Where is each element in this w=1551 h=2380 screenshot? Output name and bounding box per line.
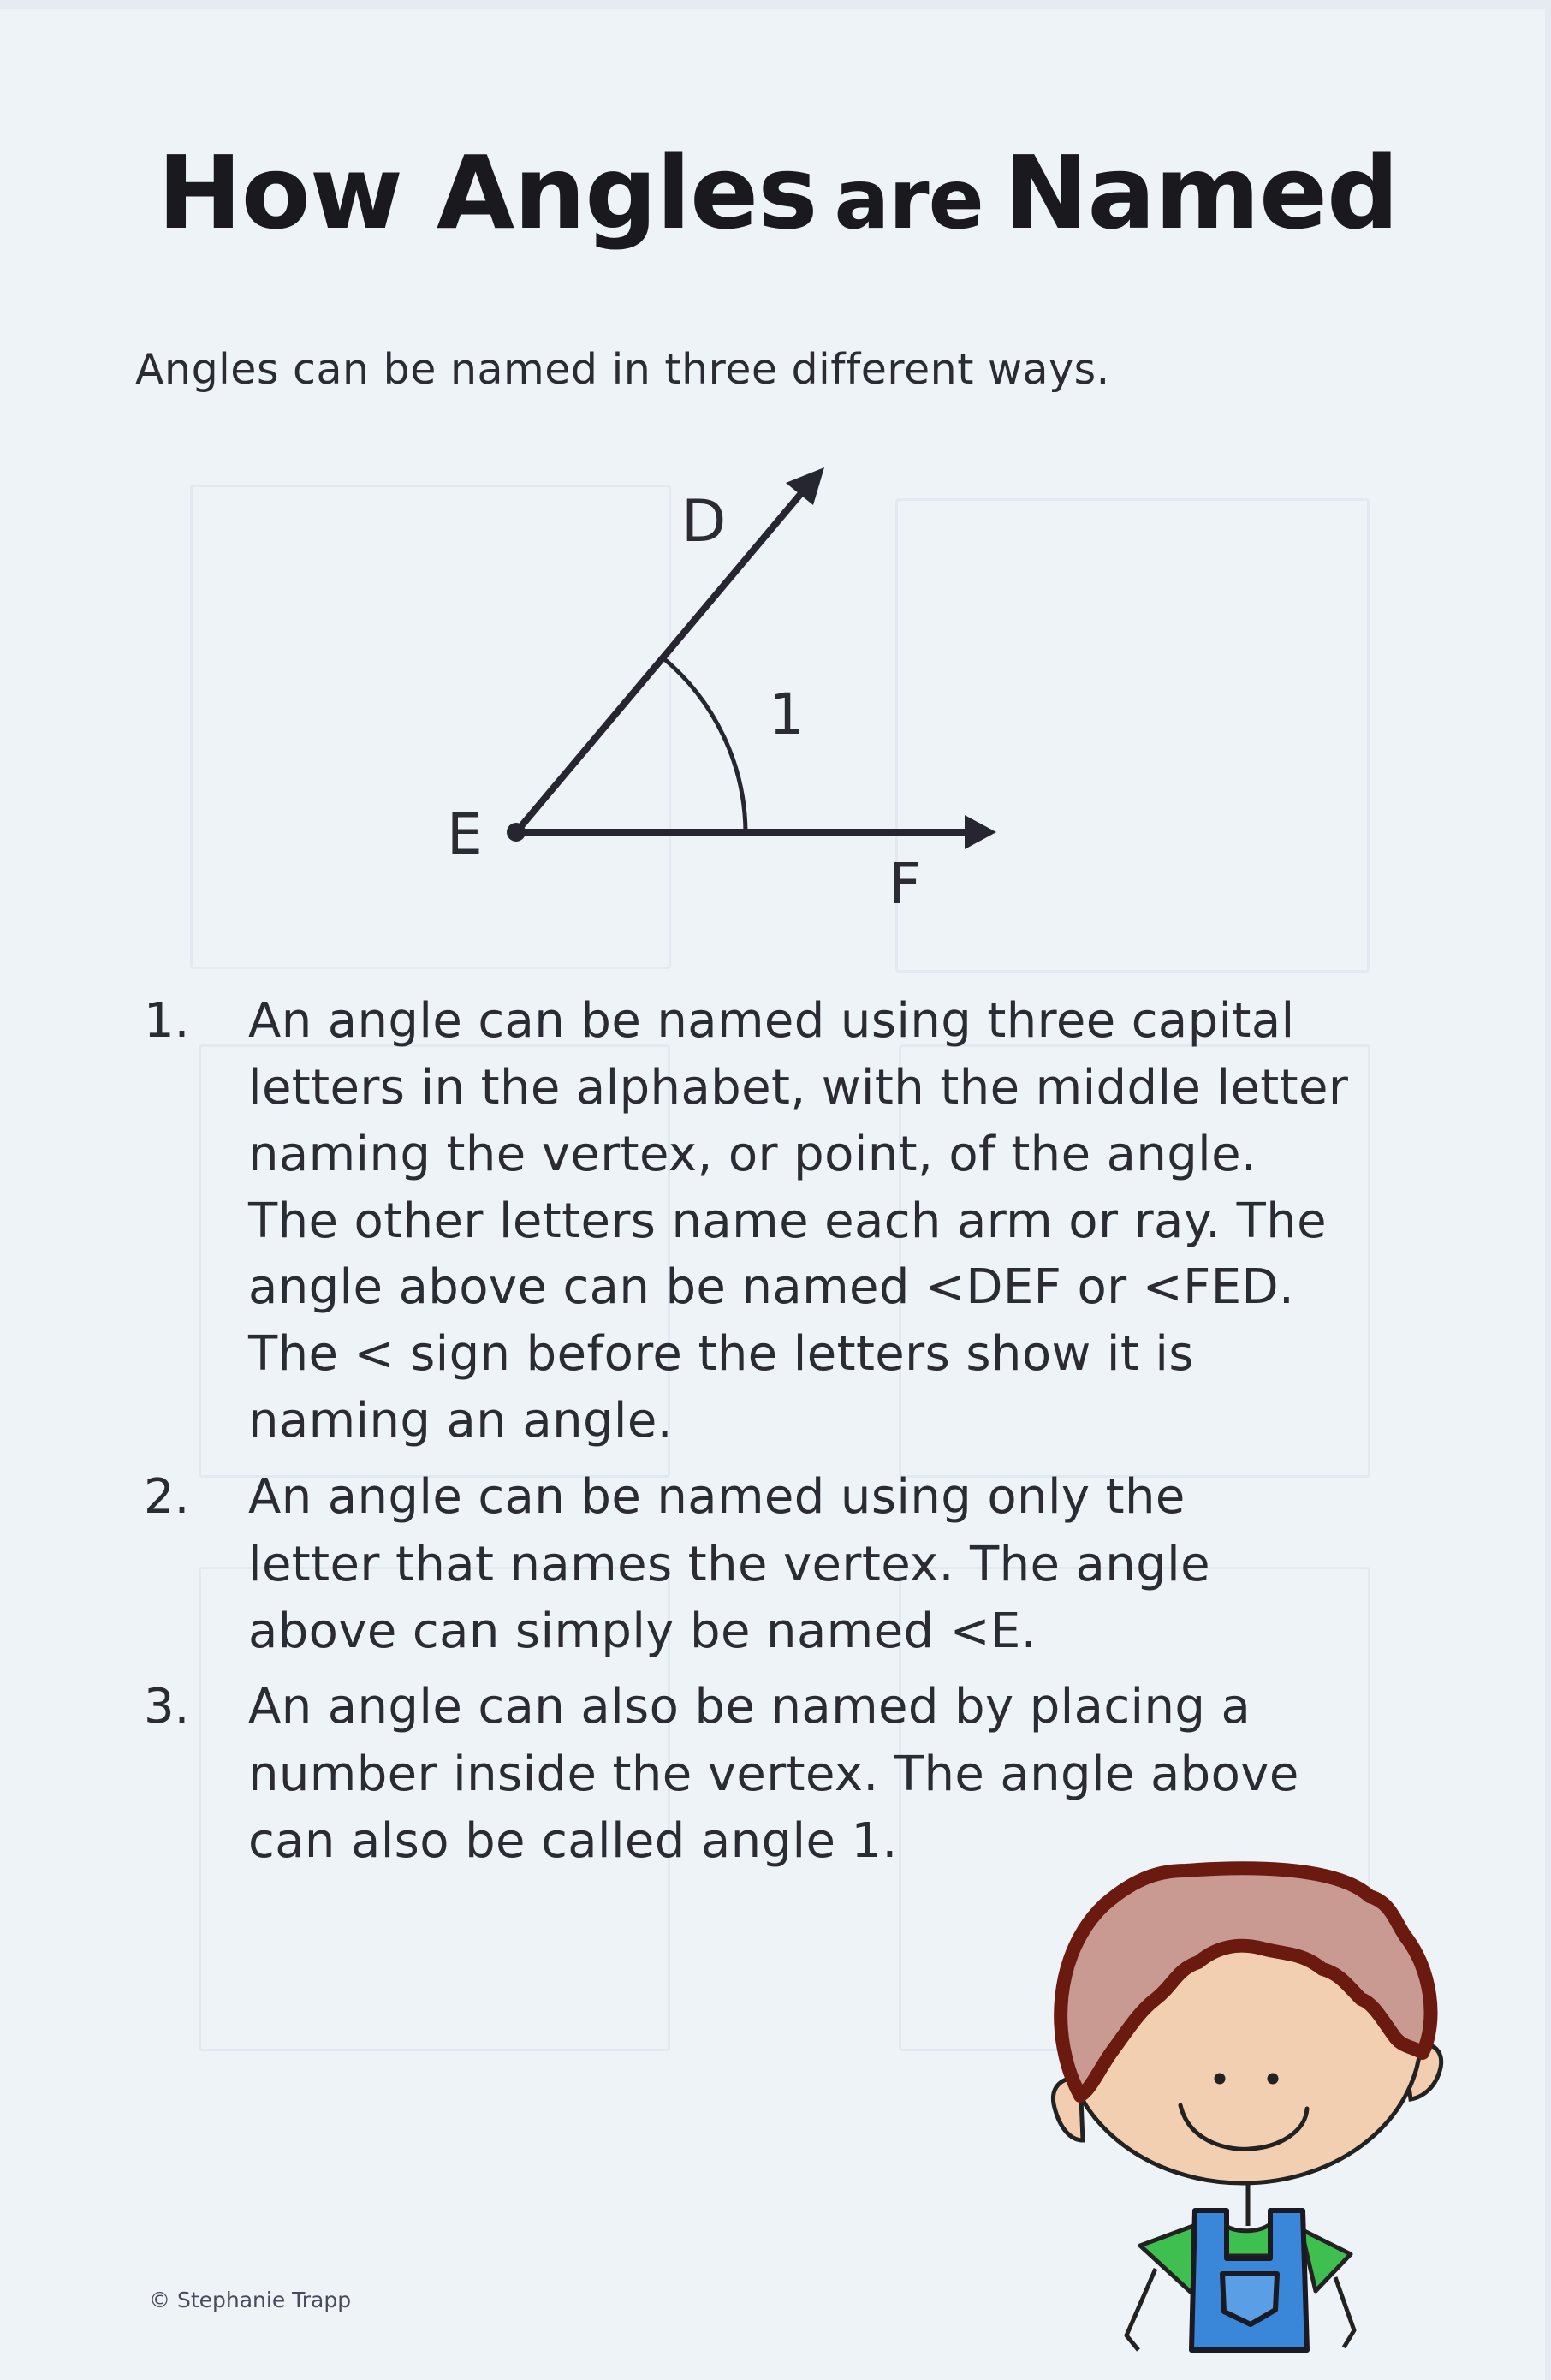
label-d: D — [681, 488, 727, 556]
list-item-number: 3. — [144, 1679, 190, 1734]
list-item-line: can also be called angle 1. — [248, 1813, 898, 1869]
list-item-line: An angle can also be named by placing a — [248, 1679, 1251, 1734]
right-sleeve — [1301, 2229, 1351, 2291]
list-item-line: The < sign before the letters show it is — [248, 1326, 1194, 1382]
title-part: are — [834, 152, 983, 247]
left-arm — [1126, 2269, 1156, 2350]
right-eye — [1268, 2074, 1279, 2085]
list-item-line: above can simply be named <E. — [248, 1604, 1037, 1659]
list-item-line: letters in the alphabet, with the middle letter — [248, 1060, 1349, 1116]
arrowhead-d-icon — [786, 467, 824, 505]
left-eye — [1215, 2074, 1226, 2085]
label-f: F — [888, 851, 921, 917]
list-item-line: naming an angle. — [248, 1393, 673, 1449]
copyright-footer: © Stephanie Trapp — [149, 2288, 352, 2312]
intro-text: Angles can be named in three different ways. — [135, 345, 1110, 394]
angle-arc — [663, 657, 746, 831]
list-item-line: The other letters name each arm or ray. The — [248, 1193, 1328, 1249]
list-item-line: naming the vertex, or point, of the angle. — [248, 1127, 1257, 1182]
list-item-line: angle above can be named <DEF or <FED. — [248, 1259, 1295, 1315]
label-angle-1: 1 — [769, 681, 805, 747]
list-item-line: An angle can be named using three capital — [248, 993, 1295, 1049]
angle-diagram — [0, 0, 1551, 1027]
list-item-line: letter that names the vertex. The angle — [248, 1537, 1210, 1592]
list-item-line: number inside the vertex. The angle above — [248, 1746, 1299, 1802]
list-item-number: 2. — [144, 1469, 190, 1525]
list-item-number: 1. — [144, 993, 190, 1049]
boy-illustration — [1010, 1841, 1551, 2380]
title-part: How Angles — [157, 134, 817, 252]
label-e: E — [447, 801, 483, 867]
right-arm — [1335, 2277, 1354, 2347]
list-item-line: An angle can be named using only the — [248, 1469, 1186, 1525]
arrowhead-f-icon — [965, 815, 996, 849]
title-part: Named — [1003, 134, 1399, 252]
vertex-point — [507, 823, 526, 842]
shirt-collar — [1226, 2224, 1270, 2256]
